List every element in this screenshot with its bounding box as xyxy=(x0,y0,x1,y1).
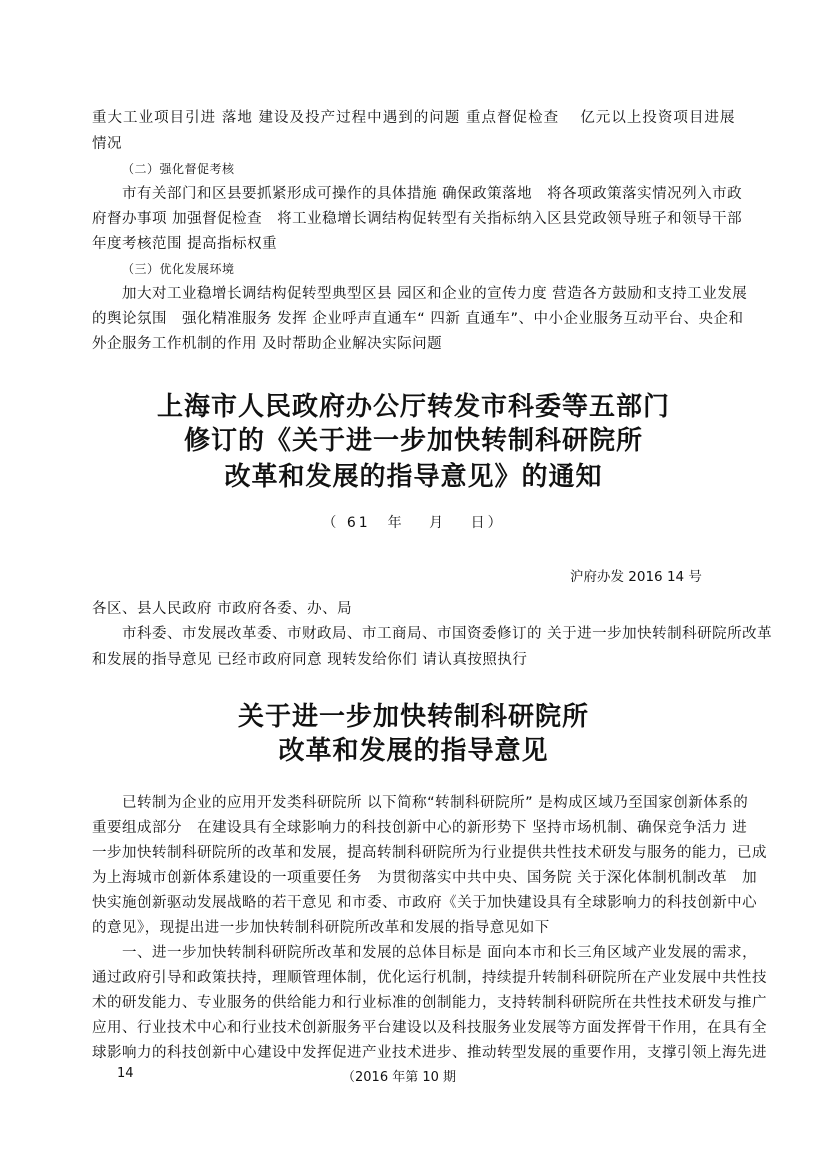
text-line: 加大对工业稳增长调结构促转型典型区县 园区和企业的宣传力度 营造各方鼓励和支持工业发展 xyxy=(122,286,748,302)
page-number: 14 xyxy=(117,1066,134,1081)
document-number: 沪府办发 2016 14 号 xyxy=(570,569,702,585)
text-line: 府督办事项 加强督促检查 将工业稳增长调结构促转型有关指标纳入区县党政领导班子和领导干部 xyxy=(92,211,743,227)
notice-date: （ 61 年 月 日） xyxy=(322,515,505,531)
opinion-title-line: 改革和发展的指导意见 xyxy=(278,736,549,766)
text-line: 的意见》，现提出进一步加快转制科研院所改革和发展的指导意见如下 xyxy=(92,920,550,936)
text-line: 情况 xyxy=(92,136,122,152)
text-line: 球影响力的科技创新中心建设中发挥促进产业技术进步、推动转型发展的重要作用，支撑引领上海先进 xyxy=(92,1045,767,1061)
section-heading: （二）强化督促考核 xyxy=(122,162,235,176)
text-line: 和发展的指导意见 已经市政府同意 现转发给你们 请认真按照执行 xyxy=(92,652,528,668)
text-line: 的舆论氛围 强化精准服务 发挥 企业呼声直通车“ 四新 直通车”、中小企业服务互动平台、央企和 xyxy=(92,311,744,327)
notice-title-line: 上海市人民政府办公厅转发市科委等五部门 xyxy=(156,392,670,422)
text-line: 应用、行业技术中心和行业技术创新服务平台建设以及科技服务业发展等方面发挥骨干作用，在具有全 xyxy=(92,1020,767,1036)
notice-title-line: 修订的《关于进一步加快转制科研院所 xyxy=(183,426,643,456)
text-line: 一、进一步加快转制科研院所改革和发展的总体目标是 面向本市和长三角区域产业发展的需求， xyxy=(122,945,758,961)
issue-label: （2016 年第 10 期 xyxy=(342,1070,457,1085)
text-line: 术的研发能力、专业服务的供给能力和行业标准的创制能力，支持转制科研院所在共性技术研发与推广 xyxy=(92,995,767,1011)
text-line: 快实施创新驱动发展战略的若干意见 和市委、市政府《关于加快建设具有全球影响力的科技创新中心 xyxy=(92,895,758,911)
notice-title-line: 改革和发展的指导意见》的通知 xyxy=(224,462,603,492)
text-line: 已转制为企业的应用开发类科研院所 以下简称“转制科研院所” 是构成区域乃至国家创新体系的 xyxy=(122,795,749,811)
addressee: 各区、县人民政府 市政府各委、办、局 xyxy=(92,601,353,617)
text-line: 一步加快转制科研院所的改革和发展，提高转制科研院所为行业提供共性技术研发与服务的能力，已成 xyxy=(92,845,767,861)
text-line: 重要组成部分 在建设具有全球影响力的科技创新中心的新形势下 坚持市场机制、确保竞争活力 进 xyxy=(92,820,748,836)
text-line: 外企服务工作机制的作用 及时帮助企业解决实际问题 xyxy=(92,336,443,352)
text-line: 重大工业项目引进 落地 建设及投产过程中遇到的问题 重点督促检查 亿元以上投资项目进展 xyxy=(92,110,735,126)
text-line: 市有关部门和区县要抓紧形成可操作的具体措施 确保政策落地 将各项政策落实情况列入市政 xyxy=(122,186,743,202)
text-line: 为上海城市创新体系建设的一项重要任务 为贯彻落实中共中央、国务院 关于深化体制机制改革 加 xyxy=(92,870,758,886)
text-line: 市科委、市发展改革委、市财政局、市工商局、市国资委修订的 关于进一步加快转制科研院所改革 xyxy=(122,626,773,642)
section-heading: （三）优化发展环境 xyxy=(122,262,235,276)
text-line: 年度考核范围 提高指标权重 xyxy=(92,236,278,252)
opinion-title-line: 关于进一步加快转制科研院所 xyxy=(237,702,589,732)
text-line: 通过政府引导和政策扶持，理顺管理体制，优化运行机制，持续提升转制科研院所在产业发展中共性技 xyxy=(92,970,767,986)
